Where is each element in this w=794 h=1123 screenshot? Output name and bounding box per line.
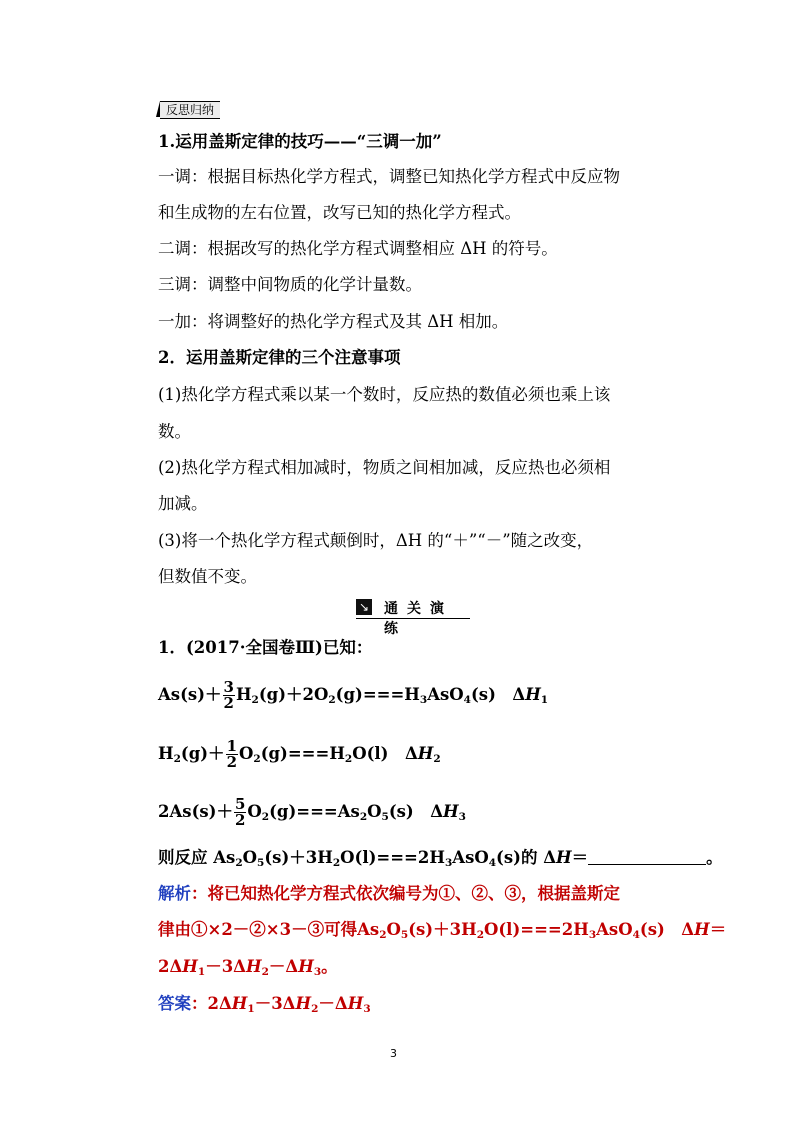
problem-intro: 1．(2017·全国卷Ⅲ)已知：: [158, 638, 373, 657]
analysis-line1: 解析：将已知热化学方程式依次编号为①、②、③，根据盖斯定: [158, 884, 620, 903]
equation-2: $H_2(g)+$ $\frac{1}{2}$ $O_2(g)===H_2O(l)$ $\Delta H_2$: [158, 737, 441, 771]
heading-technique: 1.运用盖斯定律的技巧——“三调一加”: [158, 132, 442, 151]
equation-1: As(s)＋ $\frac{3}{2}$ $H_2(g)+2O_2(g)===H_3AsO_4(s)$ $\Delta H_1$: [158, 678, 549, 712]
note1-line2: 数。: [158, 422, 191, 441]
practice-section-label: 通关演练: [384, 601, 453, 637]
step4: 一加：将调整好的热化学方程式及其 ΔH 相加。: [158, 312, 509, 331]
step1-line2: 和生成物的左右位置，改写已知的热化学方程式。: [158, 203, 521, 222]
answer-blank[interactable]: [588, 848, 706, 865]
note3-line2: 但数值不变。: [158, 567, 257, 586]
note1-line1: (1)热化学方程式乘以某一个数时，反应热的数值必须也乘上该: [158, 385, 611, 404]
equation-3: 2As(s)＋ $\frac{5}{2}$ $O_2(g)===As_2O_5(s)$ $\Delta H_3$: [158, 795, 466, 829]
step3: 三调：调整中间物质的化学计量数。: [158, 275, 422, 294]
question: 则反应 $As_2O_5(s)+3H_2O(l)===2H_3AsO_4(s)$的 ΔH＝ 。: [158, 848, 723, 869]
note2-line1: (2)热化学方程式相加减时，物质之间相加减，反应热也必须相: [158, 458, 611, 477]
answer-label: 答案: [158, 994, 191, 1013]
note2-line2: 加减。: [158, 494, 208, 513]
summary-tag: 反思归纳: [160, 101, 220, 119]
step1-line1: 一调：根据目标热化学方程式，调整已知热化学方程式中反应物: [158, 167, 620, 186]
answer-line: 答案：$2\Delta H_1-3\Delta H_2-\Delta H_3$: [158, 994, 371, 1015]
note3-line1: (3)将一个热化学方程式颠倒时，ΔH 的“＋”“－”随之改变，: [158, 531, 594, 550]
practice-section-bar: [356, 598, 470, 637]
analysis-label: 解析: [158, 884, 191, 903]
heading-notes: 2．运用盖斯定律的三个注意事项: [158, 348, 401, 367]
arrow-icon: ↘: [356, 599, 372, 615]
analysis-line2: 律由①×2－②×3－③可得$As_2O_5(s)+3H_2O(l)===2H_3AsO_4(s)$ ΔH＝: [158, 920, 727, 941]
analysis-line3: $2\Delta H_1-3\Delta H_2-\Delta H_3$。: [158, 957, 338, 978]
step2: 二调：根据改写的热化学方程式调整相应 ΔH 的符号。: [158, 239, 558, 258]
page-number: 3: [390, 1047, 397, 1060]
